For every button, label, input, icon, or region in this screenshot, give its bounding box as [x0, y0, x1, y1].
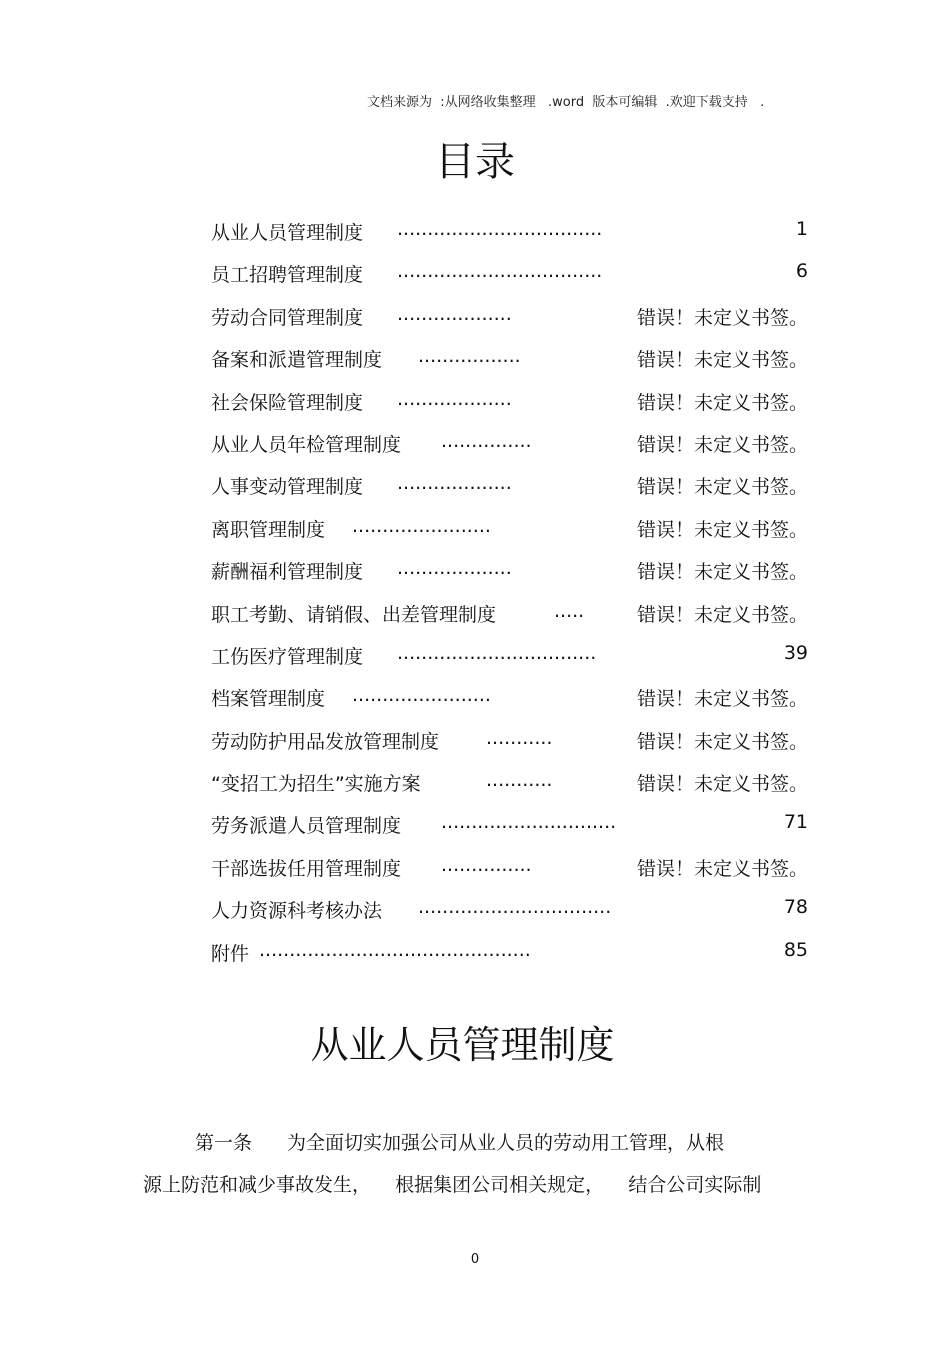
toc-entry-page: 错误！未定义书签。 — [636, 391, 808, 414]
toc-entry-label: 人力资源科考核办法 — [211, 900, 383, 923]
toc-entry-label: 备案和派遣管理制度 — [211, 349, 383, 372]
toc-entry-label: 劳动合同管理制度 — [211, 306, 364, 329]
toc-entry-page: 错误！未定义书签。 — [636, 433, 808, 456]
toc-entry-page: 71 — [783, 811, 808, 834]
toc-entry[interactable] — [211, 339, 808, 381]
toc-entry-label: 员工招聘管理制度 — [211, 264, 364, 287]
toc-entry-dots: .................................. — [397, 260, 603, 283]
toc-entry-page: 错误！未定义书签。 — [636, 688, 808, 711]
toc-entry-page: 错误！未定义书签。 — [636, 476, 808, 499]
toc-entry[interactable] — [211, 424, 808, 466]
toc-entry-label: 职工考勤、请销假、出差管理制度 — [211, 603, 497, 626]
toc-entry-label: 工伤医疗管理制度 — [211, 645, 364, 668]
toc-entry-page: 错误！未定义书签。 — [636, 603, 808, 626]
toc-entry-page: 错误！未定义书签。 — [636, 306, 808, 329]
toc-entry[interactable] — [211, 509, 808, 551]
toc-entry-dots: ............................................. — [259, 938, 531, 961]
toc-entry-page: 39 — [783, 641, 808, 664]
toc-entry-dots: .................................. — [397, 218, 603, 240]
toc-entry-label: 从业人员管理制度 — [211, 222, 364, 244]
toc-entry-page: 6 — [795, 260, 808, 283]
toc-entry-dots: ................... — [397, 302, 512, 325]
toc-entry-dots: ........... — [486, 769, 553, 792]
section-title: 从业人员管理制度 — [310, 1023, 615, 1067]
toc-entry[interactable] — [211, 297, 808, 339]
toc-entry-page: 错误！未定义书签。 — [636, 730, 808, 753]
toc-entry[interactable] — [211, 721, 808, 763]
toc-entry-dots: ............... — [441, 853, 532, 876]
toc-entry[interactable] — [211, 763, 808, 805]
toc-entry[interactable] — [211, 933, 808, 975]
toc-entry-dots: ................................ — [418, 896, 612, 919]
toc-entry-dots: ............................. — [441, 811, 617, 834]
article-label: 第一条 — [195, 1132, 253, 1154]
toc-entry-dots: ................... — [397, 557, 512, 580]
toc-entry-dots: ................. — [418, 345, 521, 368]
toc-entry[interactable] — [211, 551, 808, 593]
toc-entry-page: 错误！未定义书签。 — [636, 518, 808, 541]
toc-entry-label: 薪酬福利管理制度 — [211, 561, 364, 584]
toc-entry-page: 错误！未定义书签。 — [636, 773, 808, 796]
toc-entry[interactable] — [211, 636, 808, 678]
toc-entry-label: 社会保险管理制度 — [211, 391, 364, 414]
toc-entry-dots: ........... — [486, 726, 553, 749]
toc-entry-dots: ................... — [397, 472, 512, 495]
toc-entry-dots: ............... — [441, 429, 532, 452]
toc-entry-page: 85 — [783, 938, 808, 961]
toc-entry-page: 1 — [795, 218, 808, 240]
toc-entry-label: 附件 — [211, 942, 250, 965]
toc-entry[interactable] — [211, 890, 808, 932]
toc-title: 目录 — [435, 139, 515, 185]
toc-entry-label: 从业人员年检管理制度 — [211, 433, 402, 456]
toc-entry[interactable] — [211, 212, 808, 254]
header-note: 文档来源为 :从网络收集整理 .word 版本可编辑 .欢迎下载支持 . — [367, 95, 765, 110]
table-of-contents — [211, 212, 808, 975]
toc-entry-label: 离职管理制度 — [211, 518, 326, 541]
toc-entry-page: 78 — [783, 896, 808, 919]
toc-entry-label: 劳务派遣人员管理制度 — [211, 815, 402, 838]
page-number: 0 — [470, 1252, 480, 1267]
toc-entry-page: 错误！未定义书签。 — [636, 857, 808, 880]
paragraph-line-1: 为全面切实加强公司从业人员的劳动用工管理，从根 — [287, 1132, 725, 1154]
toc-entry[interactable] — [211, 254, 808, 296]
toc-entry-dots: ....................... — [352, 514, 491, 537]
toc-entry-label: 劳动防护用品发放管理制度 — [211, 730, 440, 753]
toc-entry-label: 档案管理制度 — [211, 688, 326, 711]
paragraph-line-2: 源上防范和减少事故发生， 根据集团公司相关规定， 结合公司实际制 — [143, 1174, 762, 1196]
toc-entry-dots: ..... — [554, 599, 585, 622]
toc-entry-dots: ....................... — [352, 684, 491, 707]
toc-entry-label: 人事变动管理制度 — [211, 476, 364, 499]
toc-entry-page: 错误！未定义书签。 — [636, 349, 808, 372]
toc-entry[interactable] — [211, 382, 808, 424]
toc-entry-page: 错误！未定义书签。 — [636, 561, 808, 584]
toc-entry[interactable] — [211, 848, 808, 890]
toc-entry[interactable] — [211, 678, 808, 720]
toc-entry[interactable] — [211, 594, 808, 636]
toc-entry-dots: ................... — [397, 387, 512, 410]
toc-entry-dots: ................................. — [397, 641, 597, 664]
toc-entry-label: 干部选拔任用管理制度 — [211, 857, 402, 880]
toc-entry[interactable] — [211, 466, 808, 508]
toc-entry[interactable] — [211, 805, 808, 847]
toc-entry-label: “变招工为招生”实施方案 — [211, 773, 421, 796]
